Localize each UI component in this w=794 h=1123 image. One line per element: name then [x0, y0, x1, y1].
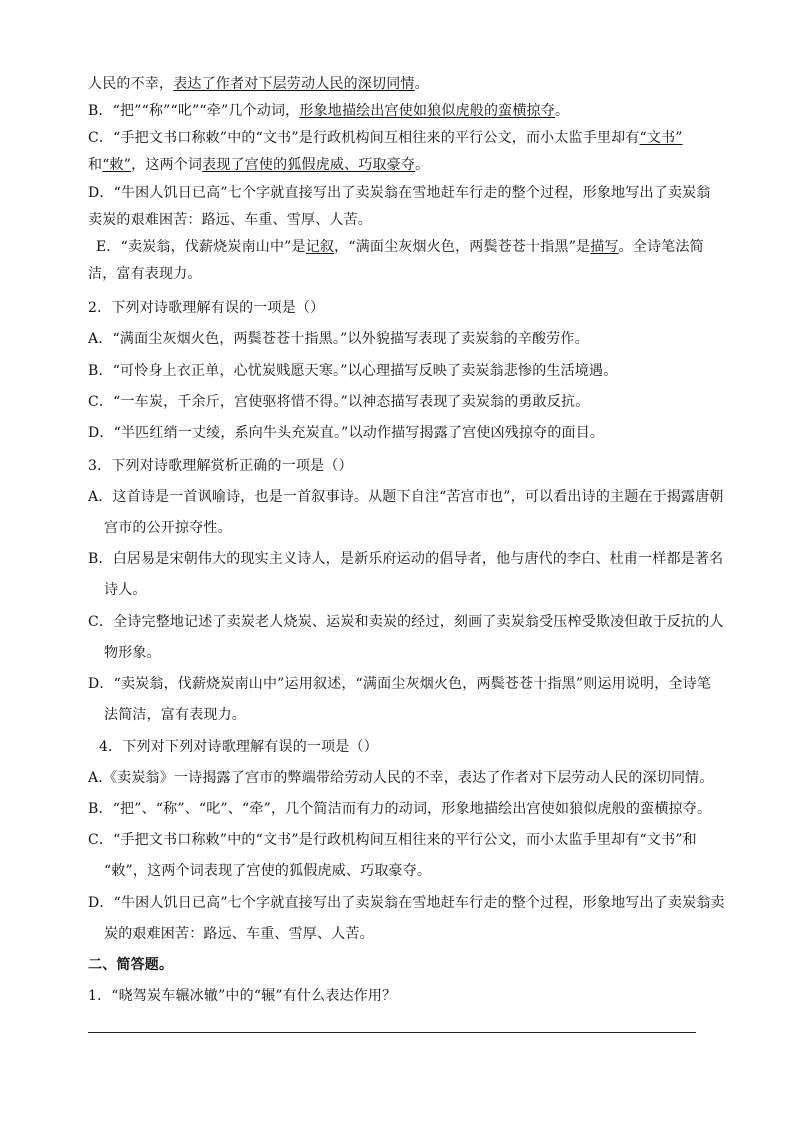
underlined-phrase: 记叙 — [305, 239, 335, 255]
q3-option-d: D．“卖炭翁，伐薪烧炭南山中”运用叙述，“满面尘灰烟火色，两鬓苍苍十指黑”则运用说明，全诗笔 — [88, 676, 712, 692]
question-4: 4．下列对下列对诗歌理解有误的一项是（） — [99, 739, 378, 755]
underlined-phrase: 描写 — [590, 239, 619, 255]
option-e — [96, 237, 704, 257]
q3-option-d-continuation: 法简洁，富有表现力。 — [104, 707, 246, 723]
question-2: 2．下列对诗歌理解有误的一项是（） — [88, 300, 325, 316]
q2-option-d: D．“半匹红绡一丈绫，系向牛头充炭直。”以动作描写揭露了宫使凶残掠夺的面目。 — [88, 425, 605, 441]
q3-option-a-continuation: 宫市的公开掠夺性。 — [104, 520, 232, 536]
option-d: D．“牛困人饥日已高”七个字就直接写出了卖炭翁在雪地赶车行走的整个过程，形象地写出了卖炭翁 — [88, 185, 711, 201]
option-a-continuation — [88, 74, 429, 94]
q3-option-b-continuation: 诗人。 — [104, 582, 147, 598]
text-segment: 人民的不幸， — [88, 76, 174, 92]
q2-option-c: C．“一车炭，千余斤，宫使驱将惜不得。”以神态描写表现了卖炭翁的勇敢反抗。 — [88, 394, 590, 410]
text-segment: C．“手把文书口称敕”中的“文书”是行政机构间互相往来的平行公文，而小太监手里却有 — [88, 130, 640, 146]
underlined-phrase: 表现了宫使的狐假虎威、巧取豪夺 — [202, 157, 416, 173]
text-segment: 。 — [554, 103, 570, 119]
q4-option-c: C．“手把文书口称敕”中的“文书”是行政机构间互相往来的平行公文，而小太监手里却有“文书”和 — [88, 832, 697, 848]
q3-option-b: B．白居易是宋朝伟大的现实主义诗人，是新乐府运动的倡导者，他与唐代的李白、杜甫一样都是著名 — [88, 551, 724, 567]
q4-option-b: B．“把”、“称”、“叱”、“牵”，几个简洁而有力的动词，形象地描绘出宫使如狼似虎般的蛮横掠夺。 — [88, 801, 712, 817]
answer-line[interactable] — [88, 1032, 696, 1033]
q3-option-a: A．这首诗是一首讽喻诗，也是一首叙事诗。从题下自注“苦宫市也”，可以看出诗的主题在于揭露唐朝 — [88, 489, 724, 505]
question-3: 3．下列对诗歌理解赏析正确的一项是（） — [88, 458, 353, 474]
q4-option-d: D．“牛困人饥日已高”七个字就直接写出了卖炭翁在雪地赶车行走的整个过程，形象地写出了卖炭翁卖 — [88, 895, 725, 911]
text-segment: 。 — [414, 76, 429, 92]
q4-option-a: A.《卖炭翁》一诗揭露了宫市的弊端带给劳动人民的不幸，表达了作者对下层劳动人民的深切同情。 — [88, 770, 714, 786]
text-segment: B．“把”“称”“叱”“牵”几个动词， — [88, 103, 300, 119]
section-heading: 二、简答题。 — [88, 957, 174, 973]
q4-option-d-continuation: 炭的艰难困苦：路远、车重、雪厚、人苦。 — [104, 926, 374, 942]
text-segment: 。 — [415, 157, 430, 173]
short-answer-question-1: 1．“晓驾炭车辗冰辙”中的“辗”有什么表达作用？ — [88, 988, 397, 1004]
q2-option-b: B．“可怜身上衣正单，心忧炭贱愿天寒。”以心理描写反映了卖炭翁悲惨的生活境遇。 — [88, 363, 618, 379]
option-e-continuation: 洁，富有表现力。 — [88, 266, 202, 282]
text-segment: ，“满面尘灰烟火色，两鬓苍苍十指黑”是 — [334, 239, 591, 255]
option-b — [88, 101, 569, 121]
text-segment: ，这两个词 — [131, 157, 203, 173]
underlined-phrase: 形象地描绘出宫使如狼似虎般的蛮横掠夺 — [299, 103, 555, 119]
underlined-phrase: “敕” — [102, 157, 132, 173]
q3-option-c: C．全诗完整地记述了卖炭老人烧炭、运炭和卖炭的经过，刻画了卖炭翁受压榨受欺凌但敢于反抗的人 — [88, 614, 724, 630]
option-c-continuation — [88, 155, 429, 175]
q2-option-a: A．“满面尘灰烟火色，两鬓苍苍十指黑。”以外貌描写表现了卖炭翁的辛酸劳作。 — [88, 331, 589, 347]
text-segment: 。全诗笔法简 — [618, 239, 704, 255]
q4-option-c-continuation: “敕”，这两个词表现了宫使的狐假虎威、巧取豪夺。 — [104, 863, 432, 879]
text-segment: E．“卖炭翁，伐薪烧炭南山中”是 — [96, 239, 306, 255]
underlined-phrase: “文书” — [639, 130, 683, 146]
text-segment: 和 — [88, 157, 103, 173]
q3-option-c-continuation: 物形象。 — [104, 645, 161, 661]
option-c — [88, 128, 683, 148]
option-d-continuation: 卖炭的艰难困苦：路远、车重、雪厚、人苦。 — [88, 212, 372, 228]
underlined-phrase: 表达了作者对下层劳动人民的深切同情 — [173, 76, 415, 92]
